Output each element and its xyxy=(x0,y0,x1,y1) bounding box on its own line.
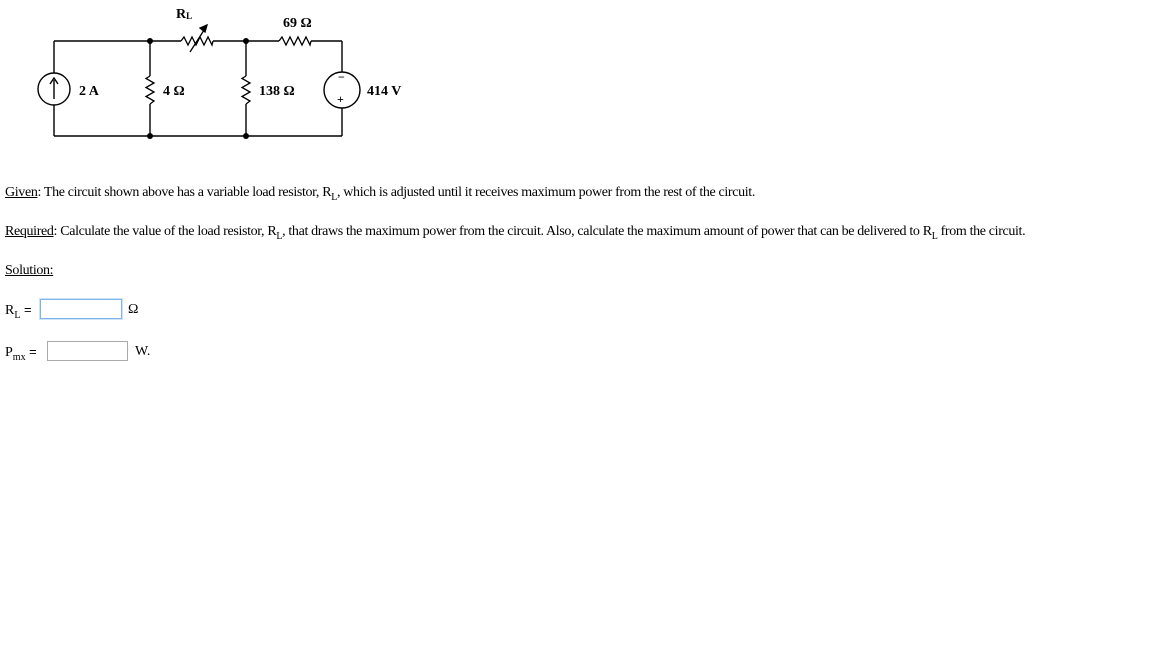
solution-heading xyxy=(5,263,53,279)
given-label: Given xyxy=(5,185,38,200)
given-sub: L xyxy=(331,192,337,203)
current-source-label: 2 A xyxy=(79,84,99,99)
pmx-unit: W. xyxy=(135,344,151,359)
voltage-minus-sign: − xyxy=(338,70,345,84)
junction-dot xyxy=(147,38,153,44)
variable-resistor-icon xyxy=(181,25,213,52)
voltage-plus-sign: + xyxy=(337,92,344,106)
pmx-answer-label xyxy=(5,344,37,361)
required-label: Required xyxy=(5,224,54,239)
pmx-answer-symbol: P xyxy=(5,345,13,360)
rl-answer-input[interactable] xyxy=(40,299,122,319)
given-paragraph xyxy=(5,185,755,201)
resistor-4-ohm-icon xyxy=(146,76,154,104)
junction-dot xyxy=(243,133,249,139)
required-text-2: , that draws the maximum power from the circuit. Also, calculate the maximum amount of power that can be delivered to R xyxy=(282,224,932,239)
rl-unit: Ω xyxy=(128,302,139,317)
required-text-3: from the circuit. xyxy=(937,224,1026,239)
pmx-equals: = xyxy=(29,344,37,359)
junction-dot xyxy=(243,38,249,44)
resistor-4-label: 4 Ω xyxy=(163,84,185,99)
given-text-after: , which is adjusted until it receives maximum power from the rest of the circuit. xyxy=(337,185,755,200)
rl-equals: = xyxy=(23,302,32,317)
required-sub-2: L xyxy=(931,231,938,242)
resistor-138-label: 138 Ω xyxy=(259,84,295,99)
voltage-source-label: 414 V xyxy=(367,84,402,99)
pmx-answer-sub: mx xyxy=(12,352,26,363)
rl-answer-sub: L xyxy=(14,310,21,321)
required-paragraph xyxy=(5,224,1025,240)
rl-answer-label xyxy=(5,302,32,319)
current-source-icon xyxy=(38,73,70,105)
circuit-diagram xyxy=(0,0,420,150)
rl-answer-symbol: R xyxy=(5,303,15,318)
pmx-answer-input[interactable] xyxy=(47,341,128,361)
rl-label: RL xyxy=(176,7,193,22)
resistor-138-ohm-icon xyxy=(242,76,250,104)
resistor-69-label: 69 Ω xyxy=(283,16,312,31)
resistor-69-ohm-icon xyxy=(279,37,311,45)
junction-dot xyxy=(147,133,153,139)
solution-label: Solution: xyxy=(5,263,54,278)
required-text-1: : Calculate the value of the load resistor, R xyxy=(53,224,277,239)
required-sub-1: L xyxy=(276,231,283,242)
given-text-before: : The circuit shown above has a variable load resistor, R xyxy=(37,185,332,200)
